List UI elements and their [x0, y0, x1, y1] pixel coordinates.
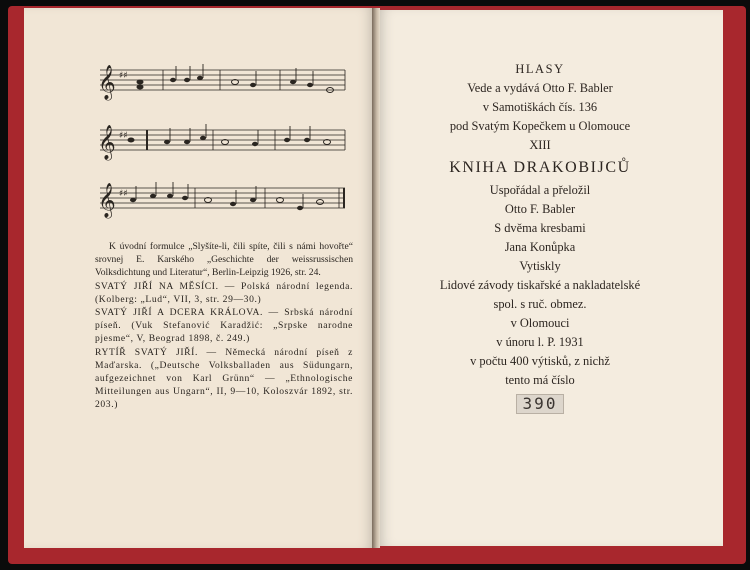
note-intro: K úvodní formulce „Slyšíte-li, čili spíte, čili s námi hovořte“ srovnej E. Karského „Geschichte der weissrussischen Volksdichtung und Literatur“, Berlin-Leipzig 1926, str. 24.	[95, 241, 353, 279]
printer-city: v Olomouci	[510, 316, 570, 330]
printer-type: spol. s ruč. obmez.	[493, 297, 587, 311]
treble-clef-icon: 𝄞	[98, 183, 116, 218]
printed-line: Vytiskly	[519, 259, 561, 273]
treble-clef-icon: 𝄞	[98, 125, 116, 160]
svg-text:♯♯: ♯♯	[119, 131, 128, 141]
music-notation	[95, 58, 350, 228]
series-name: HLASY	[515, 62, 565, 76]
place-line: pod Svatým Kopečkem u Olomouce	[449, 119, 631, 133]
edition-size-line: v počtu 400 výtisků, z nichž	[470, 354, 610, 368]
music-staff-3	[100, 188, 345, 208]
editor-line: Vede a vydává Otto F. Babler	[467, 81, 613, 95]
address-line: v Samotiškách čís. 136	[482, 100, 598, 114]
footnotes	[95, 240, 353, 412]
book-gutter	[372, 8, 380, 548]
copy-number-label: tento má číslo	[505, 373, 575, 387]
svg-text:♯♯: ♯♯	[119, 71, 128, 81]
copy-number: 390	[516, 394, 565, 414]
volume-number: XIII	[529, 138, 551, 152]
colophon	[400, 60, 680, 414]
book-title: KNIHA DRAKOBIJCŮ	[449, 159, 631, 176]
illustrator-name: Jana Konůpka	[504, 240, 576, 254]
treble-clef-icon: 𝄞	[98, 65, 116, 100]
printer-name: Lidové závody tiskařské a nakladatelské	[439, 278, 641, 292]
note-svaty-jiri-na-mesici: SVATÝ JIŘÍ NA MĚSÍCI. — Polská národní legenda. (Kolberg: „Lud“, VII, 3, str. 29—30.)	[95, 280, 353, 305]
illustrations-line: S dvěma kresbami	[494, 221, 586, 235]
translator-name: Otto F. Babler	[504, 202, 576, 216]
compiled-line: Uspořádal a přeložil	[489, 183, 591, 197]
note-svaty-jiri-a-dcera: SVATÝ JIŘÍ A DCERA KRÁLOVA. — Srbská národní píseň. (Vuk Stefanović Karadžić: „Srpske narodne pjesme“, V, Beograd 1898, č. 249.)	[95, 307, 353, 345]
svg-text:♯♯: ♯♯	[119, 189, 128, 199]
date-line: v únoru l. P. 1931	[496, 335, 584, 349]
note-rytir-svaty-jiri: RYTÍŘ SVATÝ JIŘÍ. — Německá národní píseň z Maďarska. („Deutsche Volksballaden aus Südungarn, aufgezeichnet von Karl Grünn“ — „Ethnologische Mitteilungen aus Ungarn“, II, 9—10, Koloszvár 1892, str. 203.)	[95, 346, 353, 411]
